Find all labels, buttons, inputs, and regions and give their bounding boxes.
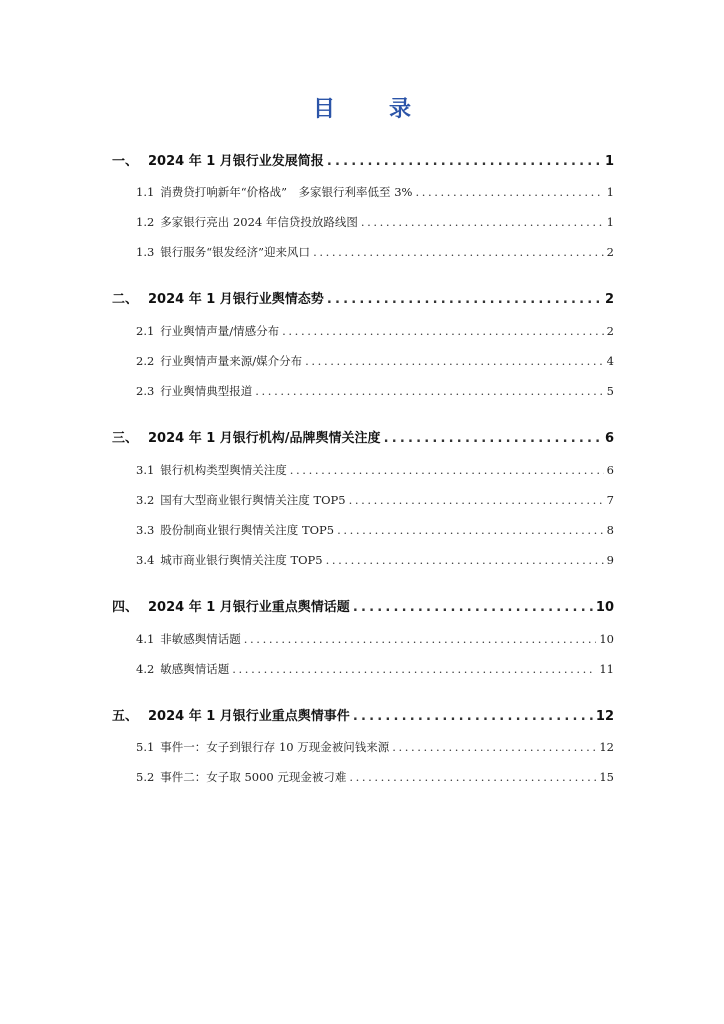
entry-number: 5.1 (136, 740, 155, 754)
page-number: 10 (599, 632, 614, 646)
toc-section-2[interactable] (112, 288, 614, 307)
leader-dots (415, 185, 603, 199)
toc-section-1[interactable] (112, 150, 614, 169)
entry-number: 1.3 (136, 245, 155, 259)
leader-dots (361, 215, 604, 229)
section-label: 2024 年 1 月银行业重点舆情话题 (148, 600, 350, 615)
toc-entry-4-1[interactable] (136, 631, 614, 647)
entry-number: 3.1 (136, 463, 155, 477)
toc-entry-4-2[interactable] (136, 661, 614, 677)
leader-dots (384, 431, 602, 446)
entry-label: 行业舆情典型报道 (160, 384, 253, 398)
page-number: 9 (606, 553, 614, 567)
entry-number: 1.2 (136, 215, 155, 229)
section-number: 五、 (112, 709, 139, 724)
entry-number: 2.2 (136, 354, 155, 368)
page-number: 11 (599, 662, 614, 676)
entry-number: 3.4 (136, 553, 155, 567)
toc-entry-3-1[interactable] (136, 462, 614, 478)
leader-dots (232, 662, 596, 676)
page-number: 12 (599, 740, 614, 754)
page-number: 12 (595, 709, 614, 724)
leader-dots (353, 600, 593, 615)
toc-entry-3-2[interactable] (136, 492, 614, 508)
toc-section-5[interactable] (112, 705, 614, 724)
page-number: 7 (606, 493, 614, 507)
leader-dots (337, 523, 604, 537)
page-number: 1 (606, 185, 614, 199)
page-title: 目 录 (312, 97, 427, 122)
page-number: 6 (604, 431, 614, 446)
leader-dots (290, 463, 604, 477)
page-number: 1 (606, 215, 614, 229)
leader-dots (282, 324, 604, 338)
page-number: 4 (606, 354, 614, 368)
entry-number: 5.2 (136, 770, 155, 784)
entry-label: 银行服务“银发经济”迎来风口 (160, 245, 311, 259)
leader-dots (255, 384, 603, 398)
page-number: 10 (595, 600, 614, 615)
entry-number: 4.2 (136, 662, 155, 676)
entry-label: 国有大型商业银行舆情关注度 TOP5 (160, 493, 346, 507)
toc-entry-5-1[interactable] (136, 739, 614, 755)
toc-entry-2-3[interactable] (136, 383, 614, 399)
leader-dots (326, 553, 604, 567)
entry-label: 敏感舆情话题 (160, 662, 230, 676)
section-number: 三、 (112, 431, 139, 446)
page-number: 5 (606, 384, 614, 398)
entry-number: 2.1 (136, 324, 155, 338)
section-number: 一、 (112, 154, 139, 169)
entry-label: 非敏感舆情话题 (160, 632, 241, 646)
section-label: 2024 年 1 月银行业发展简报 (148, 154, 324, 169)
leader-dots (349, 493, 604, 507)
toc-entry-5-2[interactable] (136, 769, 614, 785)
toc-entry-2-1[interactable] (136, 323, 614, 339)
entry-label: 多家银行亮出 2024 年信贷投放路线图 (160, 215, 358, 229)
section-number: 二、 (112, 292, 139, 307)
leader-dots (327, 154, 602, 169)
entry-label: 股份制商业银行舆情关注度 TOP5 (160, 523, 335, 537)
page-number: 2 (604, 292, 614, 307)
section-label: 2024 年 1 月银行机构/品牌舆情关注度 (148, 431, 381, 446)
toc-section-4[interactable] (112, 596, 614, 615)
entry-number: 2.3 (136, 384, 155, 398)
leader-dots (349, 770, 596, 784)
toc-entry-1-1[interactable] (136, 184, 614, 200)
page-number: 8 (606, 523, 614, 537)
leader-dots (244, 632, 597, 646)
toc-entry-1-2[interactable] (136, 214, 614, 230)
leader-dots (305, 354, 604, 368)
leader-dots (392, 740, 596, 754)
toc-entry-3-3[interactable] (136, 522, 614, 538)
toc-section-3[interactable] (112, 427, 614, 446)
entry-number: 4.1 (136, 632, 155, 646)
leader-dots (353, 709, 593, 724)
section-label: 2024 年 1 月银行业重点舆情事件 (148, 709, 350, 724)
leader-dots (313, 245, 604, 259)
entry-label: 事件一：女子到银行存 10 万现金被问钱来源 (160, 740, 390, 754)
entry-label: 银行机构类型舆情关注度 (160, 463, 287, 477)
toc-entry-1-3[interactable] (136, 244, 614, 260)
entry-label: 消费贷打响新年“价格战” 多家银行利率低至 3% (160, 185, 413, 199)
toc-entry-3-4[interactable] (136, 552, 614, 568)
entry-number: 3.3 (136, 523, 155, 537)
entry-number: 3.2 (136, 493, 155, 507)
page-number: 2 (606, 245, 614, 259)
page-number: 2 (606, 324, 614, 338)
toc-entry-2-2[interactable] (136, 353, 614, 369)
leader-dots (327, 292, 602, 307)
section-label: 2024 年 1 月银行业舆情态势 (148, 292, 324, 307)
entry-label: 行业舆情声量/情感分布 (160, 324, 280, 338)
page-number: 15 (599, 770, 614, 784)
page-number: 1 (604, 154, 614, 169)
entry-label: 行业舆情声量来源/媒介分布 (160, 354, 303, 368)
entry-label: 城市商业银行舆情关注度 TOP5 (160, 553, 323, 567)
entry-label: 事件二：女子取 5000 元现金被刁难 (160, 770, 347, 784)
entry-number: 1.1 (136, 185, 155, 199)
page-number: 6 (606, 463, 614, 477)
section-number: 四、 (112, 600, 139, 615)
